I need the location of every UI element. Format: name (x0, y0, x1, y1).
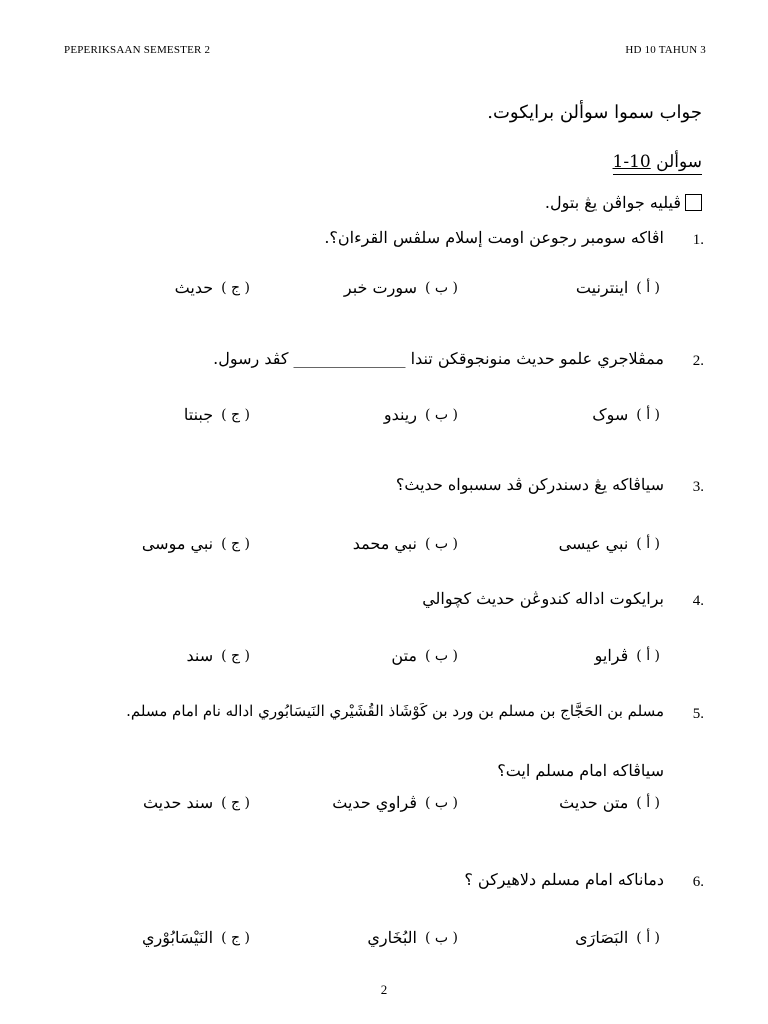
option-text: متن (391, 646, 417, 665)
option-b[interactable] (384, 405, 458, 424)
question-text: برايكوت اداله كندوڠن حديث كچوالي (422, 589, 664, 608)
option-text: متن حديث (559, 793, 629, 812)
option-text: سوک (592, 405, 629, 424)
option-label: ( ب ) (424, 279, 458, 296)
option-text: نبي موسى (141, 534, 214, 553)
question-text: مسلم بن الحَجَّاج بن مسلم بن ورد بن كَوْشَاذ القُشَيْري النَيسَابُوري اداله نام امام مسلم. (126, 702, 664, 720)
option-c[interactable] (142, 928, 250, 947)
option-text: نبي عيسى (558, 534, 629, 553)
question-number: 1. (692, 232, 704, 248)
option-label: ( أ ) (636, 535, 660, 552)
option-label: ( ب ) (424, 406, 458, 423)
question-text: دماناكه امام مسلم دلاهيركن ؟ (464, 870, 664, 889)
instruction-title: جواب سموا سوألن برايكوت. (487, 102, 702, 123)
option-label: ( ب ) (424, 929, 458, 946)
option-label: ( ج ) (221, 279, 250, 296)
question-text: ممڤلاجري علمو حديث منونجوقكن تندا ______________ كڤد رسول. (213, 349, 664, 368)
question-number: 5. (692, 706, 704, 722)
option-a[interactable] (576, 278, 660, 297)
option-label: ( ج ) (221, 406, 250, 423)
question-number: 2. (692, 353, 704, 369)
question-number: 4. (692, 593, 704, 609)
option-text: سند حديث (142, 793, 214, 812)
option-label: ( ج ) (221, 794, 250, 811)
option-b[interactable] (353, 534, 458, 553)
option-label: ( أ ) (636, 406, 660, 423)
exam-header-right: HD 10 TAHUN 3 (625, 44, 706, 56)
sub-instruction-text: ڤيليه جواڤن يڠ بتول. (544, 193, 681, 212)
option-b[interactable] (391, 646, 458, 665)
page-number: 2 (380, 982, 388, 997)
option-text: اينترنيت (575, 278, 629, 297)
option-text: سند (186, 646, 214, 665)
exam-header-left: PEPERIKSAAN SEMESTER 2 (64, 44, 211, 56)
option-c[interactable] (143, 793, 250, 812)
question-text: سياڤاكه يڠ دسندركن ڤد سسبواه حديث؟ (395, 475, 664, 494)
option-text: البَصَارَى (575, 928, 629, 947)
option-a[interactable] (559, 534, 660, 553)
option-text: النَيْسَابُوْري (142, 928, 214, 947)
option-label: ( ج ) (221, 929, 250, 946)
option-text: ڤرايو (594, 646, 629, 665)
option-text: جبنتا (183, 405, 214, 424)
question-text: اڤاكه سومبر رجوعن اومت إسلام سلڤس القرءان؟. (324, 228, 664, 247)
option-label: ( أ ) (636, 929, 660, 946)
option-a[interactable] (592, 405, 660, 424)
sub-instruction (545, 193, 702, 212)
option-text: حديث (174, 278, 214, 297)
option-a[interactable] (595, 646, 660, 665)
option-label: ( أ ) (636, 279, 660, 296)
option-label: ( ب ) (424, 647, 458, 664)
question-number: 3. (692, 479, 704, 495)
option-b[interactable] (367, 928, 458, 947)
checkbox-icon (685, 194, 702, 211)
option-text: ڤراوي حديث (332, 793, 417, 812)
option-a[interactable] (559, 793, 660, 812)
option-label: ( ب ) (424, 535, 458, 552)
question-number: 6. (692, 874, 704, 890)
section-range: 1-10 (612, 152, 651, 172)
option-text: نبي محمد (352, 534, 417, 553)
option-a[interactable] (575, 928, 660, 947)
option-label: ( ب ) (424, 794, 458, 811)
option-label: ( أ ) (636, 794, 660, 811)
section-label: سوألن (656, 152, 702, 172)
option-label: ( ج ) (221, 535, 250, 552)
option-text: البُخَاري (367, 928, 417, 947)
option-c[interactable] (175, 278, 250, 297)
option-text: ريندو (383, 405, 417, 424)
option-b[interactable] (344, 278, 458, 297)
option-c[interactable] (186, 646, 250, 665)
option-label: ( ج ) (221, 647, 250, 664)
section-heading (613, 152, 702, 175)
option-c[interactable] (142, 534, 250, 553)
option-text: سورت خبر (343, 278, 417, 297)
question-text-line2: سياڤاكه امام مسلم ايت؟ (497, 761, 664, 780)
option-b[interactable] (332, 793, 458, 812)
option-c[interactable] (184, 405, 250, 424)
option-label: ( أ ) (636, 647, 660, 664)
